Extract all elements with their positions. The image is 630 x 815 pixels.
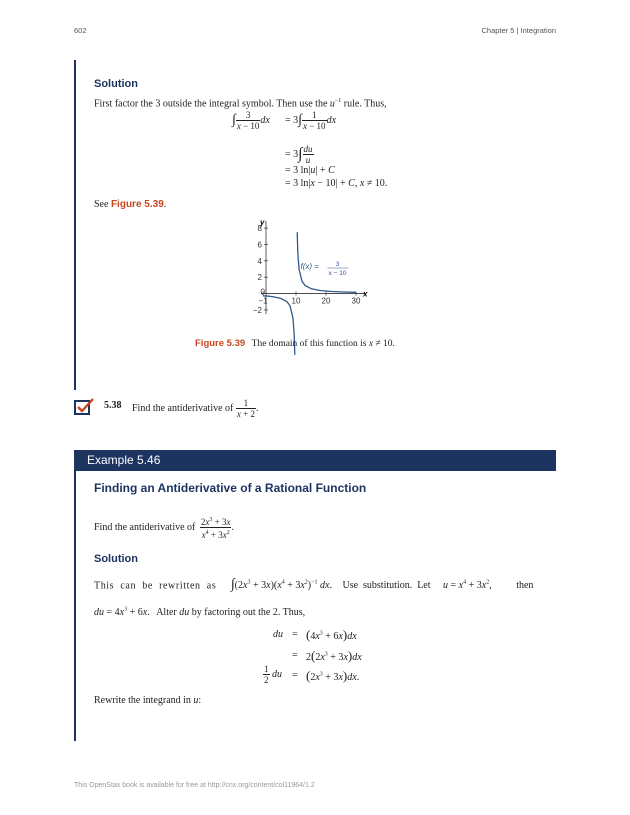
- example-prompt: Find the antiderivative of $\frac{2x^3 + 3x}{x^4 + 3x^2}$ .: [94, 517, 234, 540]
- eq-du-rhs: $(4x^3 + 6x)dx$: [306, 627, 357, 642]
- figure-link[interactable]: Figure 5.39: [110, 199, 164, 210]
- solution-side-bar: [74, 60, 76, 390]
- solution-heading: Solution: [94, 78, 138, 90]
- eq-3-lhs: $\frac{1}{2}$ du: [264, 664, 282, 685]
- example-banner: [74, 450, 556, 471]
- x-tick-label: −1: [258, 296, 268, 306]
- x-tick-label: 10: [291, 296, 301, 306]
- example-line-1: This can be rewritten as $\int(2x^3 + 3x)(x^4 + 3x^2)^{-1}$ dx. Use substitution. Let $u = x^4 + 3x^2$, then: [94, 577, 534, 593]
- see-figure-line: See Figure 5.39.: [94, 199, 167, 210]
- chapter-title: Chapter 5 | Integration: [481, 26, 556, 35]
- function-label-denominator: x − 10: [328, 270, 347, 277]
- x-tick-label: 30: [351, 296, 361, 306]
- exercise-text: Find the antiderivative of $\frac{1}{x + 2}$ .: [132, 398, 259, 419]
- eq-2-eq: =: [292, 650, 298, 661]
- eq-line-1: ∫ $\frac{3}{x - 10}$ dx: [232, 110, 270, 131]
- example-line-2: du = $4x^3 + 6x$. Alter du by factoring out the 2. Thus,: [94, 607, 306, 619]
- function-label-numerator: 3: [335, 261, 340, 268]
- footer-note: This OpenStax book is available for free at http://cnx.org/content/col11964/1.2: [74, 782, 315, 789]
- figure-caption: Figure 5.39 The domain of this function is x ≠ 10.: [195, 338, 395, 349]
- origin-label: 0: [260, 287, 265, 297]
- y-tick-label: 4: [257, 256, 262, 266]
- eq-line-4: = 3 ln|x − 10| + C, x ≠ 10.: [285, 178, 388, 189]
- eq-du-eq: =: [292, 629, 298, 640]
- y-tick-label: 8: [257, 224, 262, 234]
- example-solution-heading: Solution: [94, 553, 138, 565]
- eq-3-eq: =: [292, 670, 298, 681]
- solution-intro: First factor the 3 outside the integral symbol. Then use the $u^{-1}$ rule. Thus,: [94, 98, 387, 110]
- example-final-text: Rewrite the integrand in u:: [94, 695, 202, 706]
- x-tick-label: 20: [321, 296, 331, 306]
- example-side-bar: [74, 471, 76, 741]
- example-title: Finding an Antiderivative of a Rational Function: [94, 481, 367, 495]
- checkpoint-icon: [74, 398, 96, 421]
- page-number: 602: [74, 26, 87, 35]
- eq-line-2: = 3∫ $\frac{du}{u}$: [285, 144, 313, 165]
- y-axis-label: y: [260, 218, 265, 227]
- eq-du-lhs: du: [273, 629, 283, 640]
- x-axis-label: x: [363, 289, 368, 299]
- example-banner-title: Example 5.46: [87, 453, 161, 467]
- eq-3-rhs: $(2x^3 + 3x)dx$.: [306, 668, 360, 683]
- function-label: f(x) =: [300, 262, 319, 271]
- exercise-number: 5.38: [104, 400, 122, 411]
- figure-5-39-graph: [252, 214, 370, 332]
- eq-2-rhs: $2(2x^3 + 3x)dx$: [306, 648, 362, 663]
- y-tick-label: −2: [252, 305, 262, 315]
- eq-line-3: = 3 ln|u| + C: [285, 165, 335, 176]
- eq-line-1-rhs: = 3∫ $\frac{1}{x - 10}$ dx: [285, 110, 337, 131]
- figure-label: Figure 5.39: [195, 338, 246, 349]
- y-tick-label: 6: [257, 240, 262, 250]
- y-tick-label: 2: [257, 273, 262, 283]
